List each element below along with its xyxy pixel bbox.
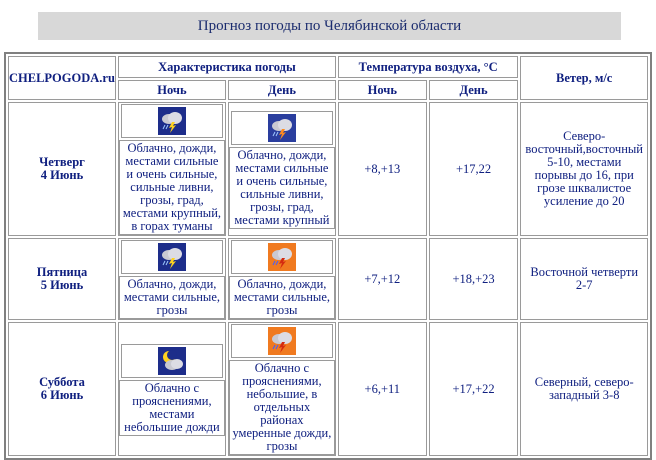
day-description: Облачно, дожди, местами сильные, грозы xyxy=(229,276,335,319)
day-date: 5 Июнь xyxy=(40,278,84,292)
temp-day: +17,22 xyxy=(429,102,519,236)
brand-label: CHELPOGODA.ru xyxy=(9,70,115,85)
subheader-day-temp: День xyxy=(429,80,519,100)
day-cell xyxy=(8,102,116,236)
temp-night: +6,+11 xyxy=(338,322,427,456)
day-weather-cell xyxy=(228,322,336,456)
temp-night: +8,+13 xyxy=(338,102,427,236)
day-name: Суббота xyxy=(39,375,85,389)
page-title: Прогноз погоды по Челябинской области xyxy=(38,12,621,40)
day-weather-cell xyxy=(228,102,336,236)
night-weather-cell xyxy=(118,102,226,236)
day-weather-cell xyxy=(228,238,336,320)
storm-day-icon xyxy=(268,114,296,142)
wind-cell: Восточной четверти 2-7 xyxy=(520,238,648,320)
table-row xyxy=(8,102,648,236)
brand-cell xyxy=(8,56,116,100)
night-weather-cell xyxy=(118,238,226,320)
day-cell xyxy=(8,238,116,320)
table-row xyxy=(8,238,648,320)
day-name: Четверг xyxy=(39,155,85,169)
day-cell xyxy=(8,322,116,456)
storm-night-icon xyxy=(158,243,186,271)
temp-day: +18,+23 xyxy=(429,238,519,320)
day-name: Пятница xyxy=(36,265,88,279)
temp-night: +7,+12 xyxy=(338,238,427,320)
subheader-day: День xyxy=(228,80,336,100)
wind-cell: Северный, северо-западный 3-8 xyxy=(520,322,648,456)
night-description: Облачно, дожди, местами сильные, грозы xyxy=(119,276,225,319)
wind-cell: Северо-восточный,восточный 5-10, местами порывы до 16, при грозе шквалистое усиление до 20 xyxy=(520,102,648,236)
header-temperature: Температура воздуха, °С xyxy=(338,56,519,78)
temp-day: +17,+22 xyxy=(429,322,519,456)
night-description: Облачно, дожди, местами сильные и очень сильные, сильные ливни, грозы, град, местами крупный, в горах туманы xyxy=(119,140,225,235)
header-wind: Ветер, м/с xyxy=(520,56,648,100)
storm-day-icon xyxy=(268,327,296,355)
moon-cloud-icon xyxy=(158,347,186,375)
day-date: 4 Июнь xyxy=(40,168,84,182)
storm-night-icon xyxy=(158,107,186,135)
day-date: 6 Июнь xyxy=(40,388,84,402)
night-description: Облачно с прояснениями, местами небольшие дожди xyxy=(119,380,225,436)
day-description: Облачно с прояснениями, небольшие, в отдельных районах умеренные дожди, грозы xyxy=(229,360,335,455)
forecast-table xyxy=(4,52,652,460)
storm-day-icon xyxy=(268,243,296,271)
subheader-night: Ночь xyxy=(118,80,226,100)
subheader-night-temp: Ночь xyxy=(338,80,427,100)
header-weather: Характеристика погоды xyxy=(118,56,336,78)
night-weather-cell xyxy=(118,322,226,456)
day-description: Облачно, дожди, местами сильные и очень сильные, сильные ливни, грозы, град, местами крупный xyxy=(229,147,335,229)
table-row xyxy=(8,322,648,456)
